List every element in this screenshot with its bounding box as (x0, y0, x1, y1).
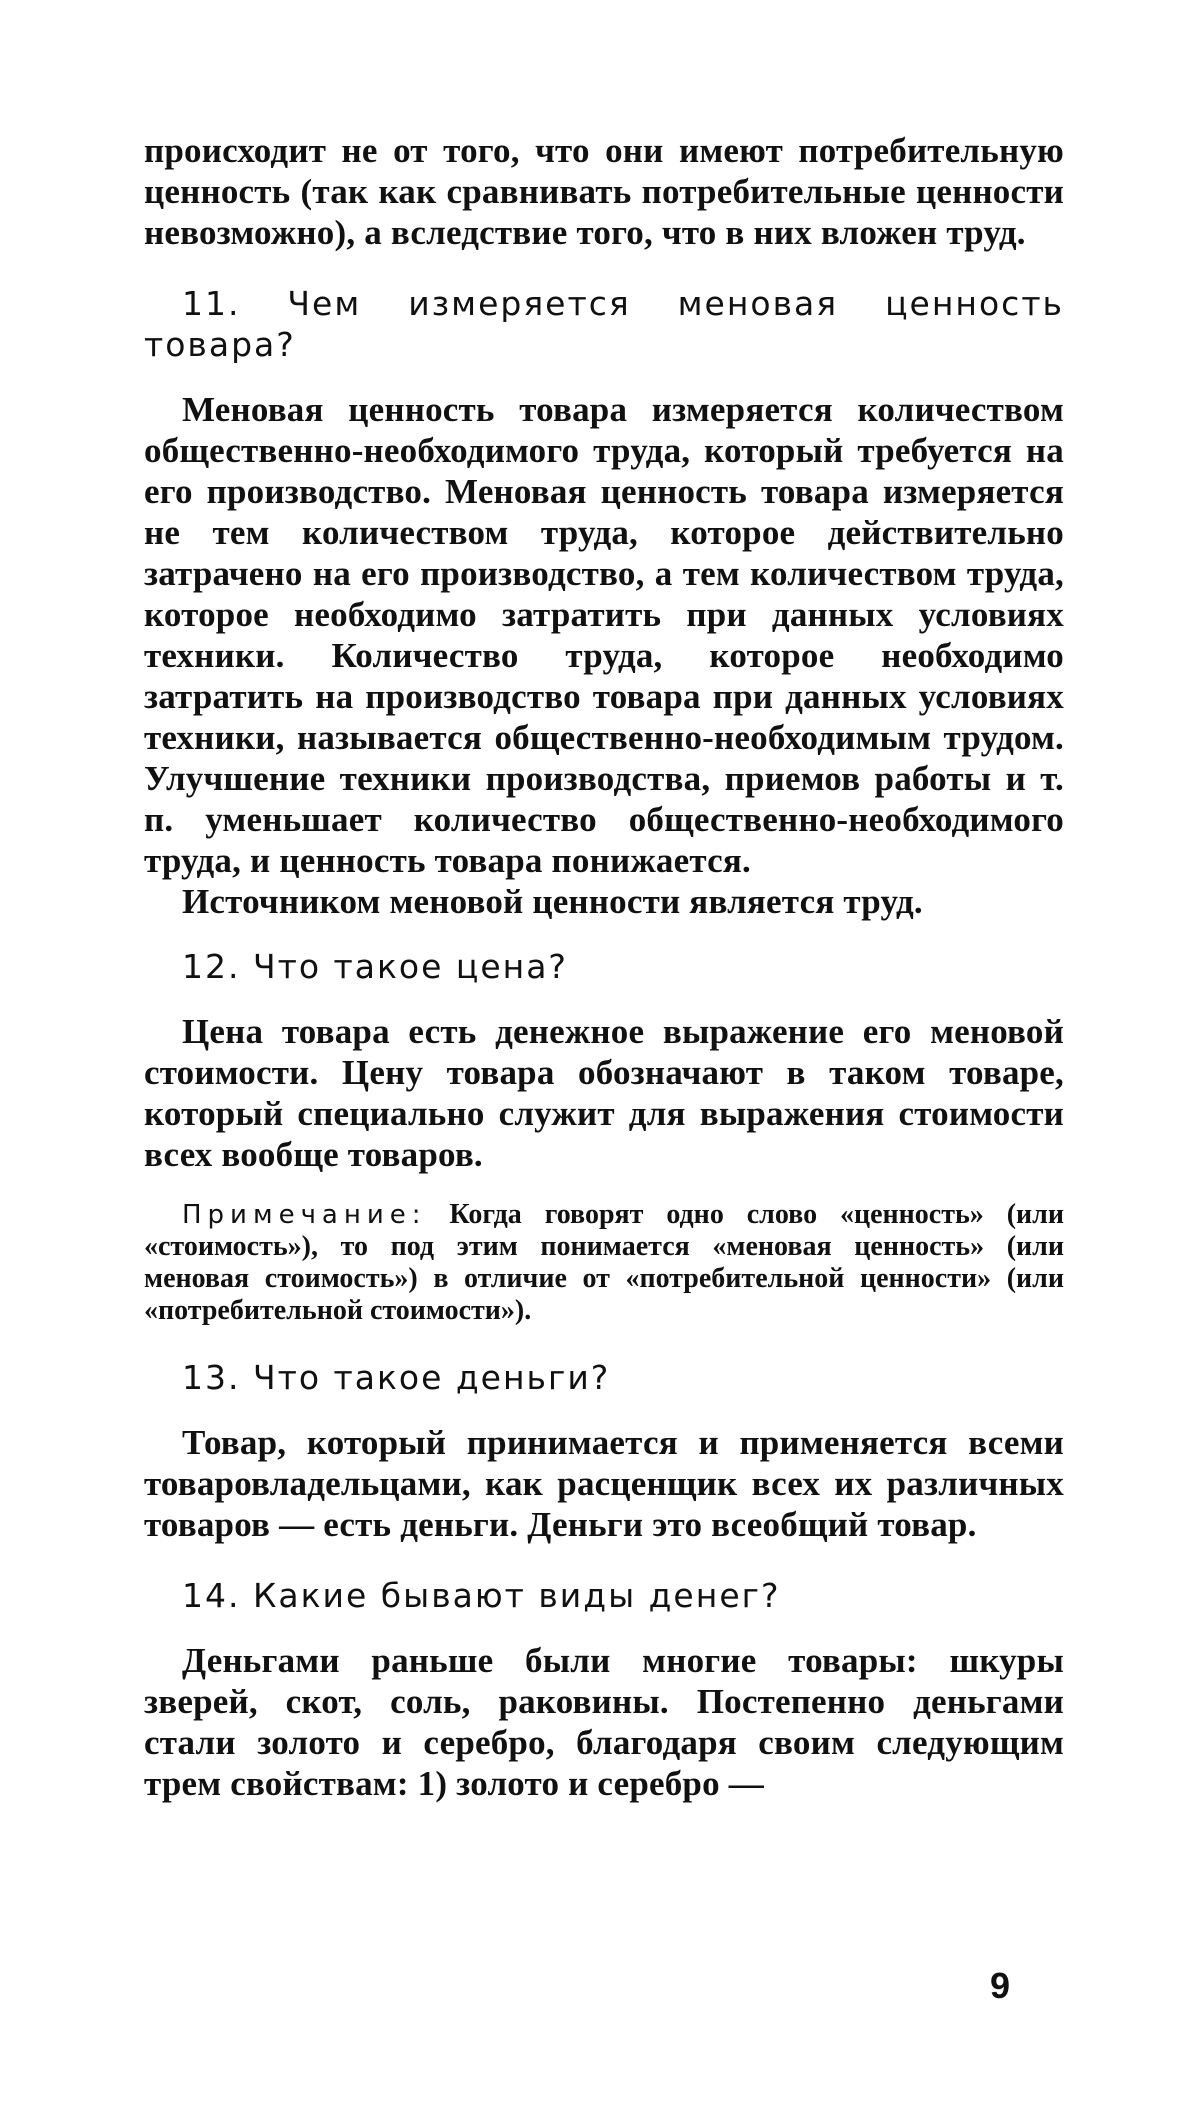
paragraph-continuation: происходит не от того, что они имеют потребительную ценность (так как сравнивать потребительные ценности невозможно), а вследствие того, что в них вложен труд. (144, 131, 1064, 252)
note-lead: Примечание: (182, 1200, 427, 1230)
answer-13-paragraph: Товар, который принимается и применяется всеми товаровладельцами, как расценщик всех их различных товаров — есть деньги. Деньги это всеобщий товар. (144, 1423, 1064, 1544)
note-text: Когда говорят одно слово «ценность» (или «стоимость»), то под этим понимается «меновая ценность» (или меновая стоимость») в отличие от «потребительной ценности» (или «потребительной стоимости»). (144, 1199, 1064, 1326)
question-13-heading: 13. Что такое деньги? (182, 1358, 611, 1397)
answer-12-paragraph: Цена товара есть денежное выражение его меновой стоимости. Цену товара обозначают в таком товаре, который специально служит для выражения стоимости всех вообще товаров. (144, 1012, 1064, 1174)
question-11-heading: 11. Чем измеряется меновая ценность товара? (144, 284, 1064, 364)
answer-11-paragraph: Меновая ценность товара измеряется количеством общественно-необходимого труда, который требуется на его производство. Меновая ценность товара измеряется не тем количеством труда, которое действительно затрачено на его производство, а тем количеством труда, которое необходимо затратить при данных условиях техники. Количество труда, которое необходимо затратить на производство товара при данных условиях техники, называется общественно-необходимым трудом. Улучшение техники производства, приемов работы и т. п. уменьшает количество общественно-необходимого труда, и ценность товара понижается. (144, 390, 1064, 880)
question-14-heading: 14. Какие бывают виды денег? (182, 1576, 781, 1615)
page-number: 9 (990, 1965, 1011, 2006)
answer-11-conclusion: Источником меновой ценности является труд. (182, 882, 923, 921)
answer-14-paragraph: Деньгами раньше были многие товары: шкуры зверей, скот, соль, раковины. Постепенно деньгами стали золото и серебро, благодаря своим следующим трем свойствам: 1) золото и серебро — (144, 1641, 1064, 1803)
text-column (144, 130, 1064, 1804)
question-12-heading: 12. Что такое цена? (182, 947, 568, 986)
footnote-remark (144, 1199, 1064, 1327)
